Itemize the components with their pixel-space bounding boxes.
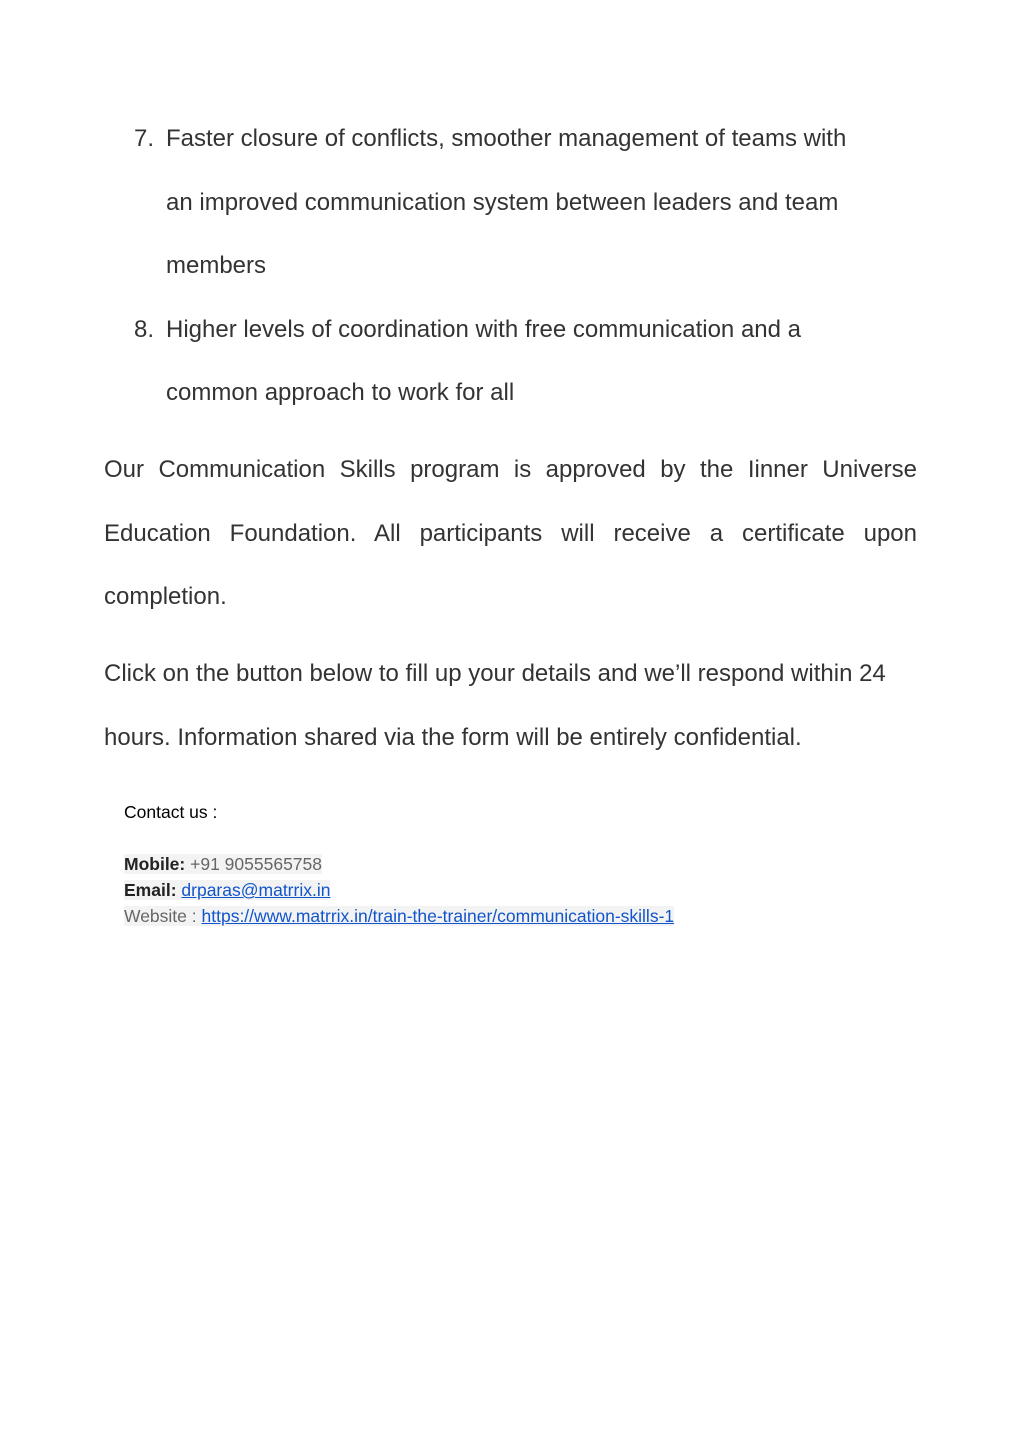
list-item-line: Faster closure of conflicts, smoother management of teams with [166, 125, 847, 152]
approval-paragraph: Our Communication Skills program is approved by the Iinner Universe Education Foundation. All participants will receive a certificate upon completion. [104, 456, 917, 610]
mobile-value: +91 9055565758 [190, 854, 322, 874]
website-label: Website : [124, 906, 197, 926]
mobile-label: Mobile: [124, 854, 186, 874]
benefits-list [104, 107, 924, 425]
website-link[interactable]: https://www.matrrix.in/train-the-trainer/communication-skills-1 [201, 906, 675, 926]
list-item-line: common approach to work for all [166, 379, 515, 406]
email-line [124, 877, 674, 903]
mobile-line [124, 851, 674, 877]
contact-heading: Contact us : [124, 802, 218, 822]
contact-block [124, 799, 674, 929]
list-item-line: an improved communication system between leaders and team [166, 188, 839, 216]
website-line [124, 903, 674, 929]
list-item [104, 107, 924, 298]
list-item-number: 8. [134, 315, 155, 343]
list-item-line: Higher levels of coordination with free communication and a [166, 315, 802, 343]
email-label: Email: [124, 880, 177, 900]
cta-paragraph: Click on the button below to fill up your details and we’ll respond within 24 hours. Information shared via the form will be entirely confidential. [104, 660, 886, 751]
list-item-number: 7. [134, 125, 155, 152]
list-item-line: members [166, 252, 267, 279]
email-link[interactable]: drparas@matrrix.in [181, 880, 331, 900]
list-item [104, 298, 924, 425]
